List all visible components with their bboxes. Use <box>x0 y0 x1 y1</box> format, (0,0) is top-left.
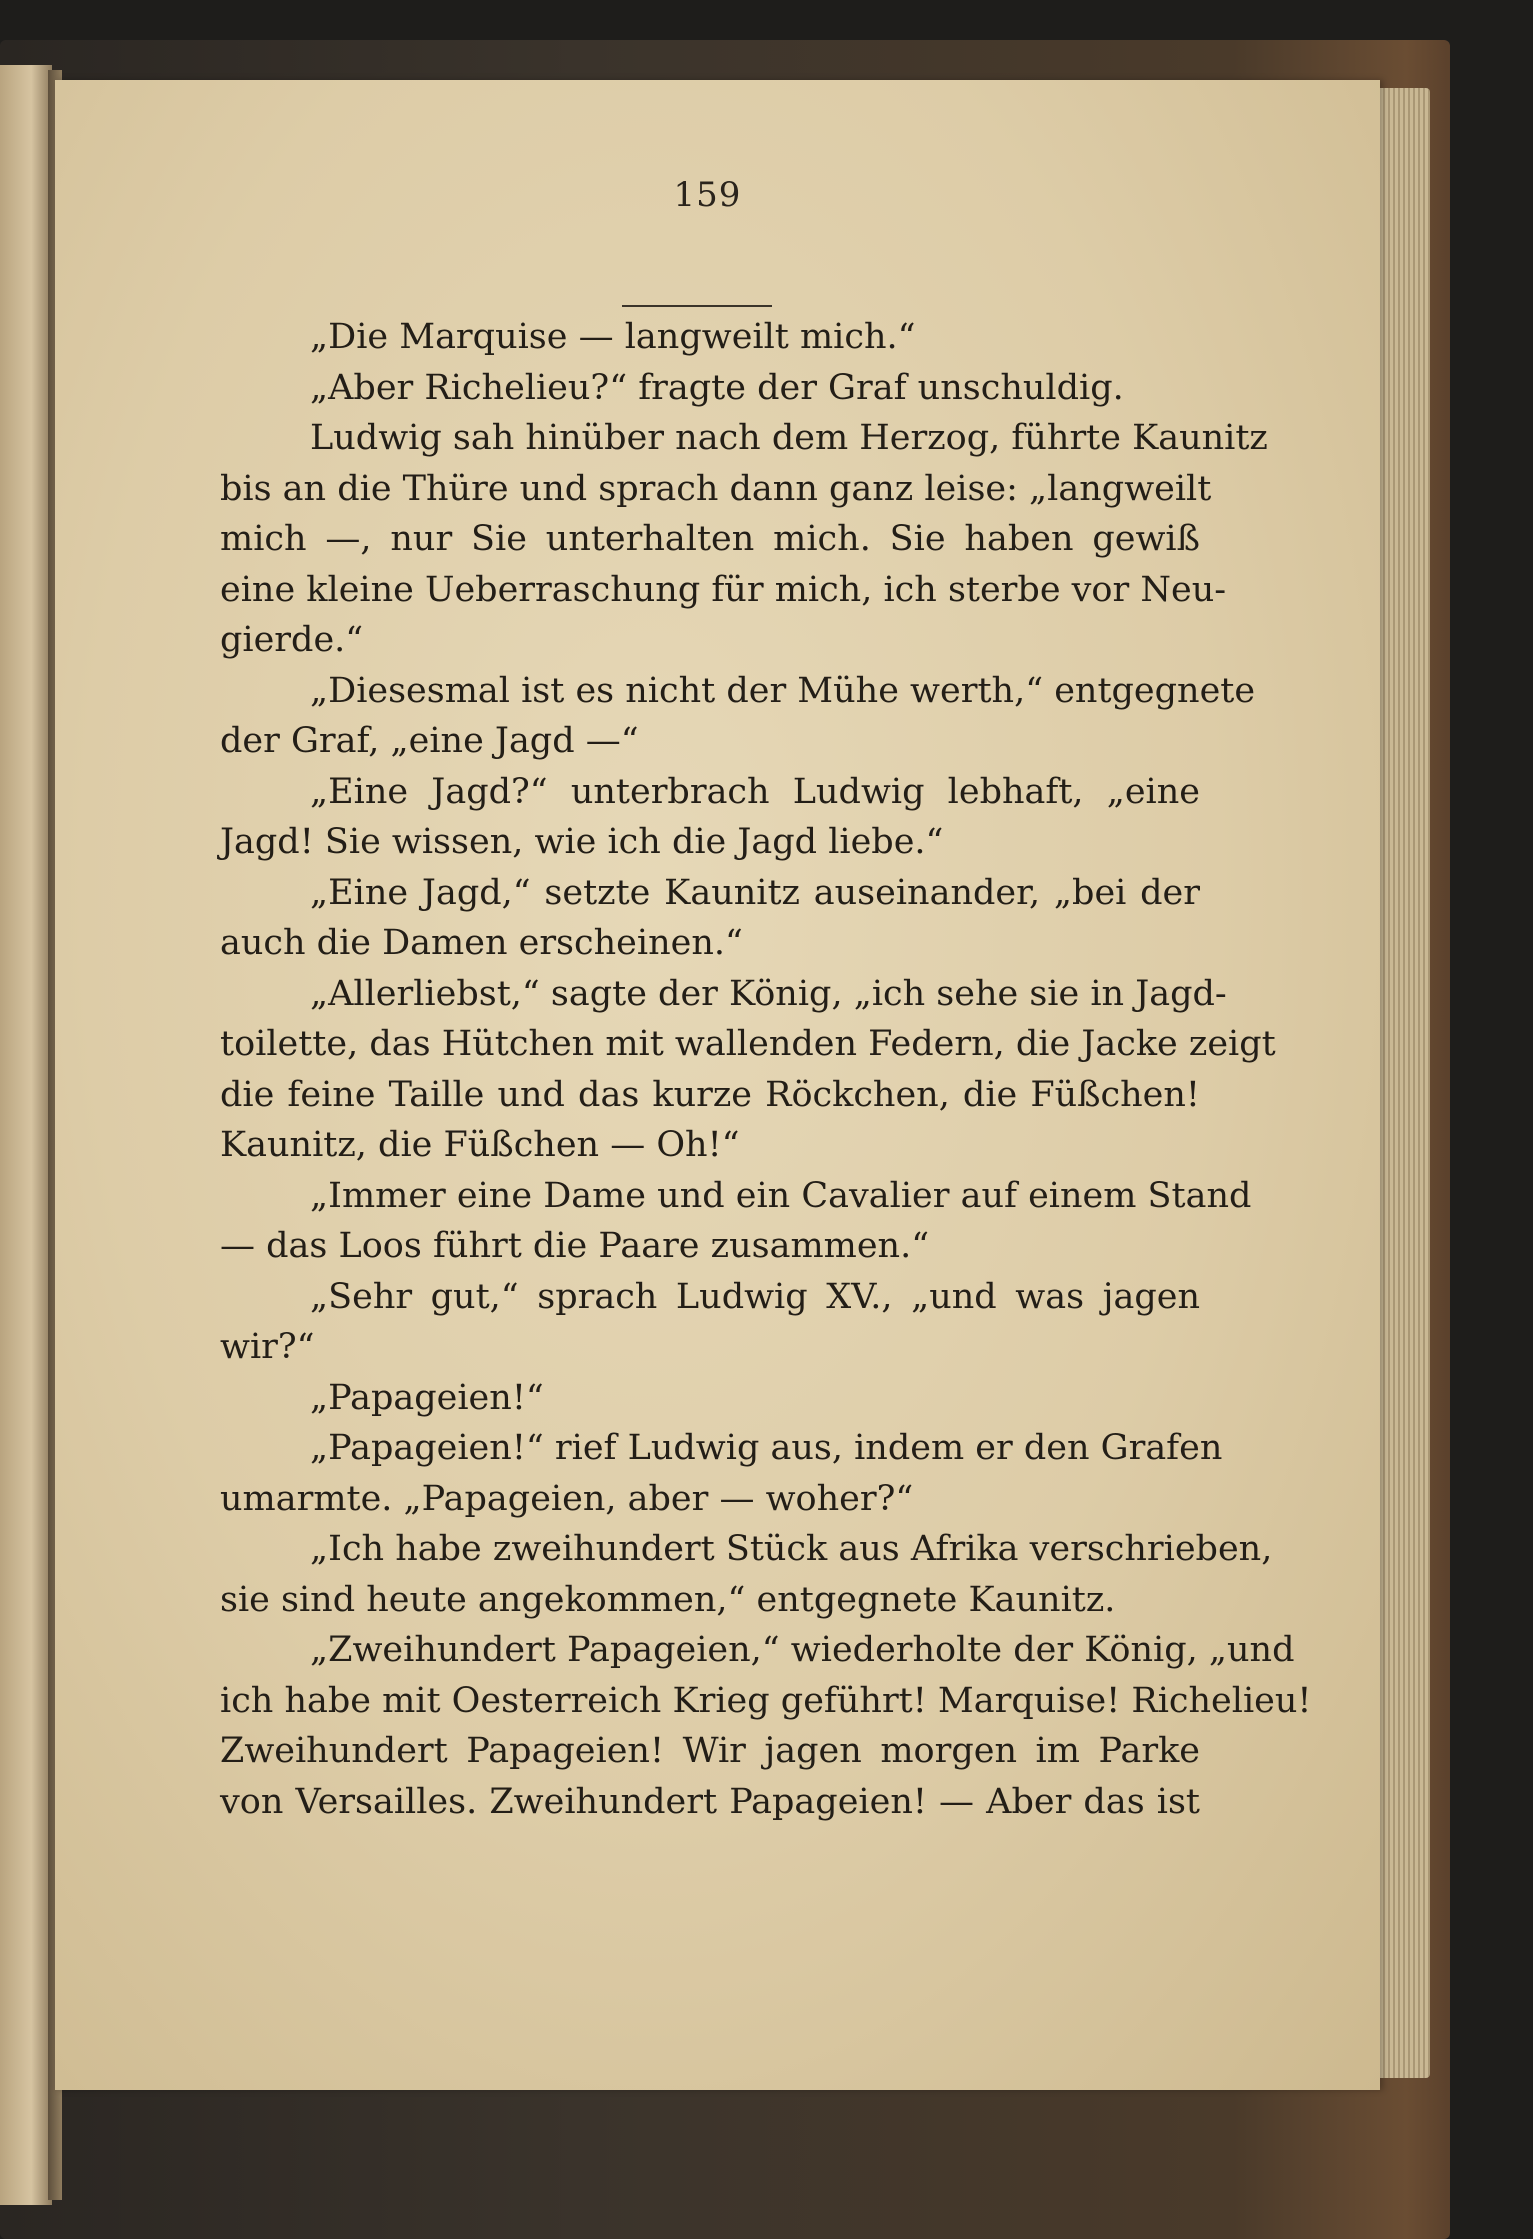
text-line: — das Loos führt die Paare zusammen.“ <box>220 1226 930 1266</box>
text-line: „Immer eine Dame und ein Cavalier auf einem Stand <box>310 1175 1252 1216</box>
text-line: bis an die Thüre und sprach dann ganz leise: „langweilt <box>220 468 1212 509</box>
text-line: auch die Damen erscheinen.“ <box>220 923 743 963</box>
text-line: „Papageien!“ <box>310 1377 544 1418</box>
text-line: toilette, das Hütchen mit wallenden Federn, die Jacke zeigt <box>220 1024 1276 1064</box>
text-line: sie sind heute angekommen,“ entgegnete Kaunitz. <box>220 1579 1116 1620</box>
text-line: Jagd! Sie wissen, wie ich die Jagd liebe.“ <box>220 822 944 862</box>
text-line: der Graf, „eine Jagd —“ <box>220 721 639 761</box>
text-line: wir?“ <box>220 1327 315 1367</box>
page-number: 159 <box>673 175 742 215</box>
text-line: „Aber Richelieu?“ fragte der Graf unschuldig. <box>310 367 1124 408</box>
text-line: „Allerliebst,“ sagte der König, „ich sehe sie in Jagd- <box>310 973 1227 1014</box>
text-line: „Sehr gut,“ sprach Ludwig XV., „und was jagen <box>310 1276 1200 1317</box>
header-rule <box>622 305 772 307</box>
text-line: umarmte. „Papageien, aber — woher?“ <box>220 1478 914 1519</box>
text-line: eine kleine Ueberraschung für mich, ich sterbe vor Neu- <box>220 569 1227 610</box>
text-line: „Eine Jagd,“ setzte Kaunitz auseinander, „bei der <box>310 872 1200 913</box>
text-line: mich —, nur Sie unterhalten mich. Sie haben gewiß <box>220 519 1200 559</box>
text-line: Ludwig sah hinüber nach dem Herzog, führte Kaunitz <box>310 418 1268 458</box>
text-line: „Zweihundert Papageien,“ wiederholte der König, „und <box>310 1630 1295 1670</box>
text-line: „Ich habe zweihundert Stück aus Afrika verschrieben, <box>310 1529 1273 1569</box>
text-line: „Papageien!“ rief Ludwig aus, indem er den Grafen <box>310 1428 1223 1468</box>
text-line: die feine Taille und das kurze Röckchen, die Füßchen! <box>220 1074 1200 1115</box>
previous-page-edge <box>0 65 52 2205</box>
page-body-text <box>220 312 1312 1827</box>
text-line: gierde.“ <box>220 620 364 660</box>
text-line: von Versailles. Zweihundert Papageien! — Aber das ist <box>220 1781 1200 1822</box>
text-line: „Die Marquise — langweilt mich.“ <box>310 317 916 357</box>
text-line: Zweihundert Papageien! Wir jagen morgen im Parke <box>220 1731 1200 1771</box>
text-line: ich habe mit Oesterreich Krieg geführt! Marquise! Richelieu! <box>220 1680 1312 1721</box>
text-line: „Eine Jagd?“ unterbrach Ludwig lebhaft, „eine <box>310 771 1200 812</box>
text-line: „Diesesmal ist es nicht der Mühe werth,“ entgegnete <box>310 670 1256 711</box>
text-line: Kaunitz, die Füßchen — Oh!“ <box>220 1125 740 1165</box>
